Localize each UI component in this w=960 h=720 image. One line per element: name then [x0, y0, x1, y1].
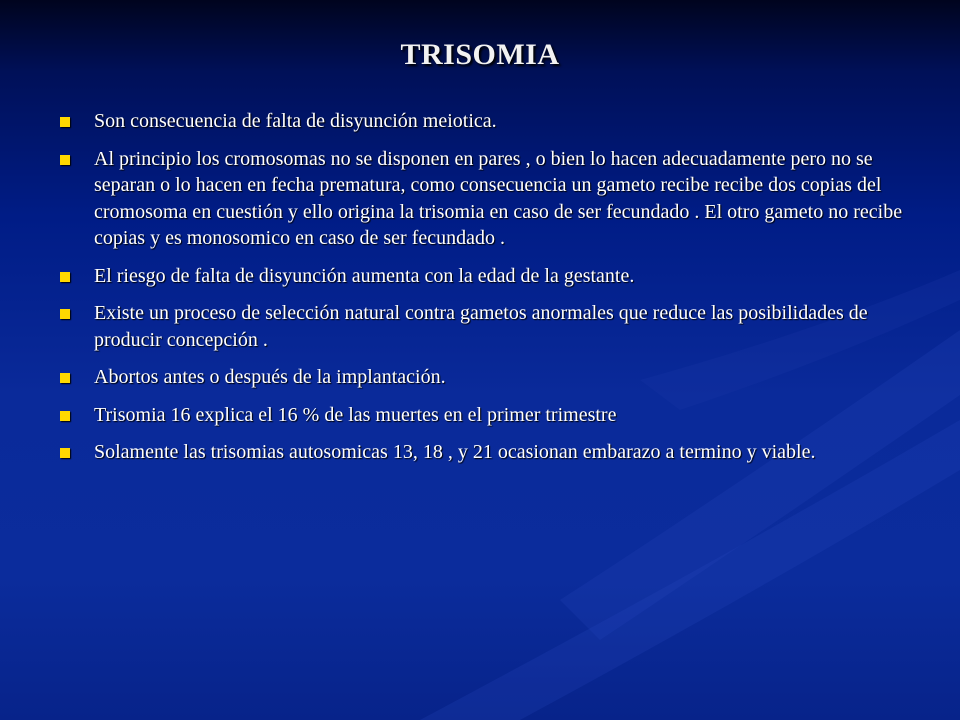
square-bullet-icon [60, 272, 70, 282]
bullet-text: Solamente las trisomias autosomicas 13, 18 , y 21 ocasionan embarazo a termino y viable. [94, 441, 816, 463]
bullet-text: El riesgo de falta de disyunción aumenta con la edad de la gestante. [94, 264, 635, 287]
bullet-text: Son consecuencia de falta de disyunción meiotica. [94, 110, 497, 132]
square-bullet-icon [60, 373, 70, 383]
bullet-item [58, 146, 908, 252]
square-bullet-icon [60, 309, 70, 319]
square-bullet-icon [60, 448, 70, 458]
bullet-item [58, 364, 908, 391]
bullet-item [58, 263, 908, 290]
bullet-text: Existe un proceso de selección natural contra gametos anormales que reduce las posibilidades de producir concepción . [94, 302, 868, 351]
bullet-item [58, 439, 908, 466]
bullet-text: Trisomia 16 explica el 16 % de las muertes en el primer trimestre [94, 403, 617, 426]
bullet-text: Al principio los cromosomas no se disponen en pares , o bien lo hacen adecuadamente pero no se separan o lo hacen en fecha prematura, como consecuencia un gameto recibe recibe dos copias del cromosoma en cuestión y ello origina la trisomia en caso de ser fecundado . El otro gameto no recibe copias y es monosomico en caso de ser fecundado . [94, 147, 903, 249]
bullet-item [58, 402, 908, 429]
square-bullet-icon [60, 155, 70, 165]
bullet-item [58, 108, 908, 135]
bullet-text: Abortos antes o después de la implantación. [94, 366, 446, 388]
bullet-list [58, 108, 908, 477]
square-bullet-icon [60, 117, 70, 127]
square-bullet-icon [60, 411, 70, 421]
bullet-item [58, 300, 908, 353]
slide-title: TRISOMIA [400, 38, 560, 71]
